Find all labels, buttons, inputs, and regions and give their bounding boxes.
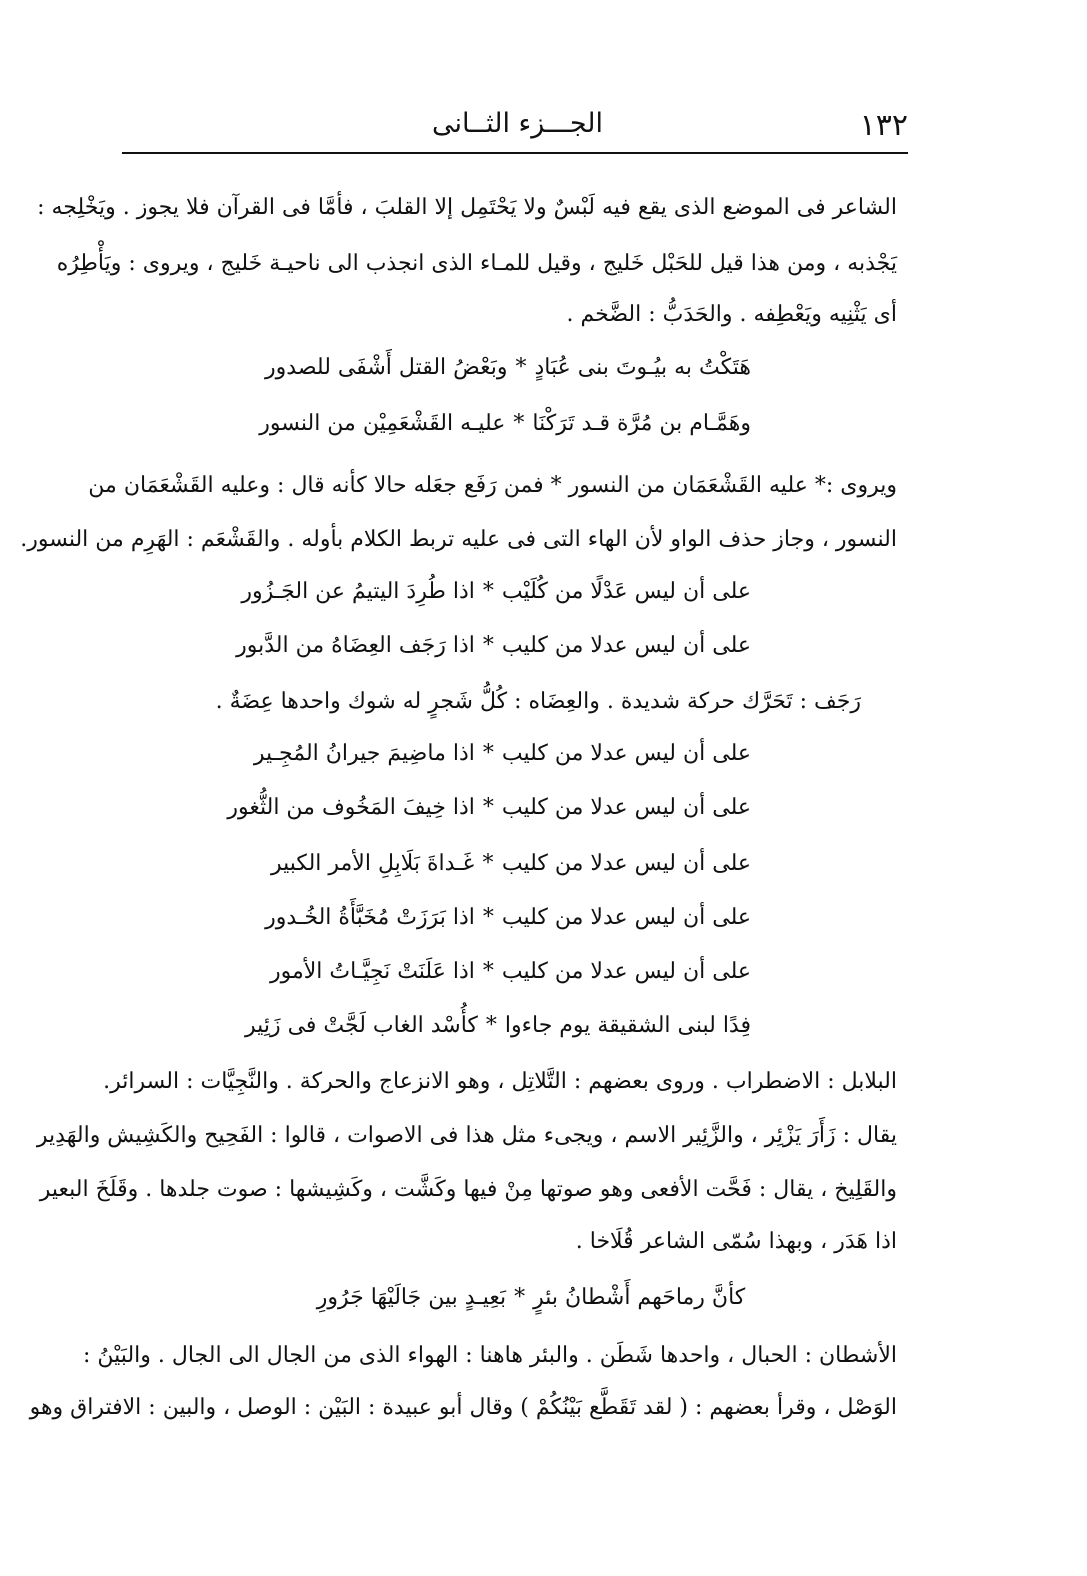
text-line: رَجَف : تَحَرَّك حركة شديدة . والعِضَاه : كُلُّ شَجرٍ له شوك واحدها عِضَةٌ . [215,689,861,714]
verse-hemistich-first: على أن ليس عدلا من كليب [501,633,751,658]
verse-line [265,898,751,942]
verse-line [236,626,751,670]
text-line: النسور ، وجاز حذف الواو لأن الهاء التى فى عليه تربط الكلام بأوله . والقَشْعَم : الهَرِم من النسور. [20,527,897,552]
verse-separator: * [482,795,494,820]
verse-hemistich-second: غَـداةَ بَلَابِلِ الأمر الكبير [271,851,475,876]
text-line: البلابل : الاضطراب . وروى بعضهم : التَّلاتِل ، وهو الانزعاج والحركة . والنَّجِيَّات : السرائر. [103,1069,897,1094]
verse-separator: * [482,741,494,766]
verse-hemistich-first: على أن ليس عدلا من كليب [501,851,751,876]
text-line: والقَلِيخ ، يقال : فَحَّت الأفعى وهو صوتها مِنْ فيها وكَشَّت ، وكَشِيشها : صوت جلدها . وقَلَخَ البعير [39,1177,897,1202]
verse-hemistich-first: على أن ليس عدلا من كليب [501,741,751,766]
text-line: اذا هَدَر ، وبهذا سُمّى الشاعر قُلَاخا . [575,1229,897,1254]
verse-hemistich-first: على أن ليس عَدْلًا من كُلَيْب [501,579,751,604]
page-header [122,108,908,150]
verse-hemistich-first: هَتَكْتُ به بيُـوتَ بنى عُبَادٍ [534,355,751,380]
verse-hemistich-second: كأُسْد الغاب لَجَّتْ فى زَئِير [245,1013,478,1038]
verse-hemistich-first: كأنَّ رماحَهم أَشْطانُ بئرٍ [533,1285,746,1310]
text-line-rest: * عليه القَشْعَمَان من النسور * فمن رَفَع جعَله حالا كأنه قال : وعليه القَشْعَمَان من [88,473,826,498]
text-line-start: ويروى : [825,473,897,498]
text-line [88,466,897,510]
verse-hemistich-first: على أن ليس عدلا من كليب [501,905,751,930]
verse-hemistich-first: وهَمَّـام بن مُرَّة قـد تَرَكْنَا [532,411,751,436]
verse-line [241,572,751,616]
page-number: ١٣٢ [859,108,908,143]
verse-hemistich-second: اذا بَرَزَتْ مُخَبَّأَةُ الخُـدور [265,905,475,930]
verse-line [259,404,751,448]
verse-separator: * [485,1013,497,1038]
verse-line [253,734,751,778]
verse-line [271,844,751,888]
verse-hemistich-first: فِدًا لبنى الشقيقة يوم جاءوا [504,1013,751,1038]
verse-hemistich-second: وبَعْضُ القتل أَشْفَى للصدور [265,355,508,380]
verse-line [271,1278,791,1322]
verse-hemistich-second: اذا رَجَف العِضَاهُ من الدَّبور [236,633,475,658]
verse-separator: * [482,579,494,604]
text-line: الأشطان : الحبال ، واحدها شَطَن . والبئر هاهنا : الهواء الذى من الجال الى الجال . والبَيْنُ : [83,1343,897,1368]
verse-line [245,1006,751,1050]
verse-hemistich-first: على أن ليس عدلا من كليب [501,795,751,820]
verse-hemistich-second: عليـه القَشْعَمِيْن من النسور [259,411,506,436]
verse-separator: * [513,411,525,436]
verse-hemistich-second: اذا ماضِيمَ جيرانُ المُجِـير [253,741,475,766]
text-line: يَجْذبه ، ومن هذا قيل للحَبْل خَليج ، وقيل للمـاء الذى انجذب الى ناحيـة خَليج ، ويروى : ويَأْطِرُه [56,251,897,276]
verse-separator: * [515,355,527,380]
verse-separator: * [482,851,494,876]
verse-hemistich-second: بَعِيـدٍ بين جَالَيْهَا جَرُورِ [316,1285,507,1310]
header-rule [122,152,908,154]
verse-line [265,348,751,392]
verse-hemistich-second: اذا خِيفَ المَخُوف من الثُّغور [227,795,475,820]
text-line: أى يَثْنِيه ويَعْطِفه . والحَدَبُّ : الضَّخم . [566,302,897,327]
text-line: الشاعر فى الموضع الذى يقع فيه لَبْسٌ ولا يَحْتَمِل إلا القلبَ ، فأمَّا فى القرآن فلا يجوز . ويَخْلِجه : [37,195,897,220]
text-line: يقال : زَأَرَ يَزْئِر ، والزَّئِير الاسم ، ويجىء مثل هذا فى الاصوات ، قالوا : الفَحِيح والكَشِيش والهَدِير [36,1123,897,1148]
verse-hemistich-first: على أن ليس عدلا من كليب [501,959,751,984]
verse-line [227,788,751,832]
verse-separator: * [514,1285,526,1310]
verse-separator: * [482,905,494,930]
text-line: الوَصْل ، وقرأ بعضهم : ( لقد تَقَطَّع بَيْنُكُمْ ) وقال أبو عبيدة : البَيْن : الوصل ، والبين : الافتراق وهو [29,1395,897,1420]
verse-hemistich-second: اذا عَلَنَتْ نَجِيَّـاتُ الأمور [269,959,475,984]
verse-line [271,952,751,996]
verse-separator: * [482,633,494,658]
verse-separator: * [482,959,494,984]
verse-hemistich-second: اذا طُرِدَ اليتيمُ عن الجَـزُور [241,579,475,604]
running-title: الجـــزء الثــانى [432,108,604,139]
